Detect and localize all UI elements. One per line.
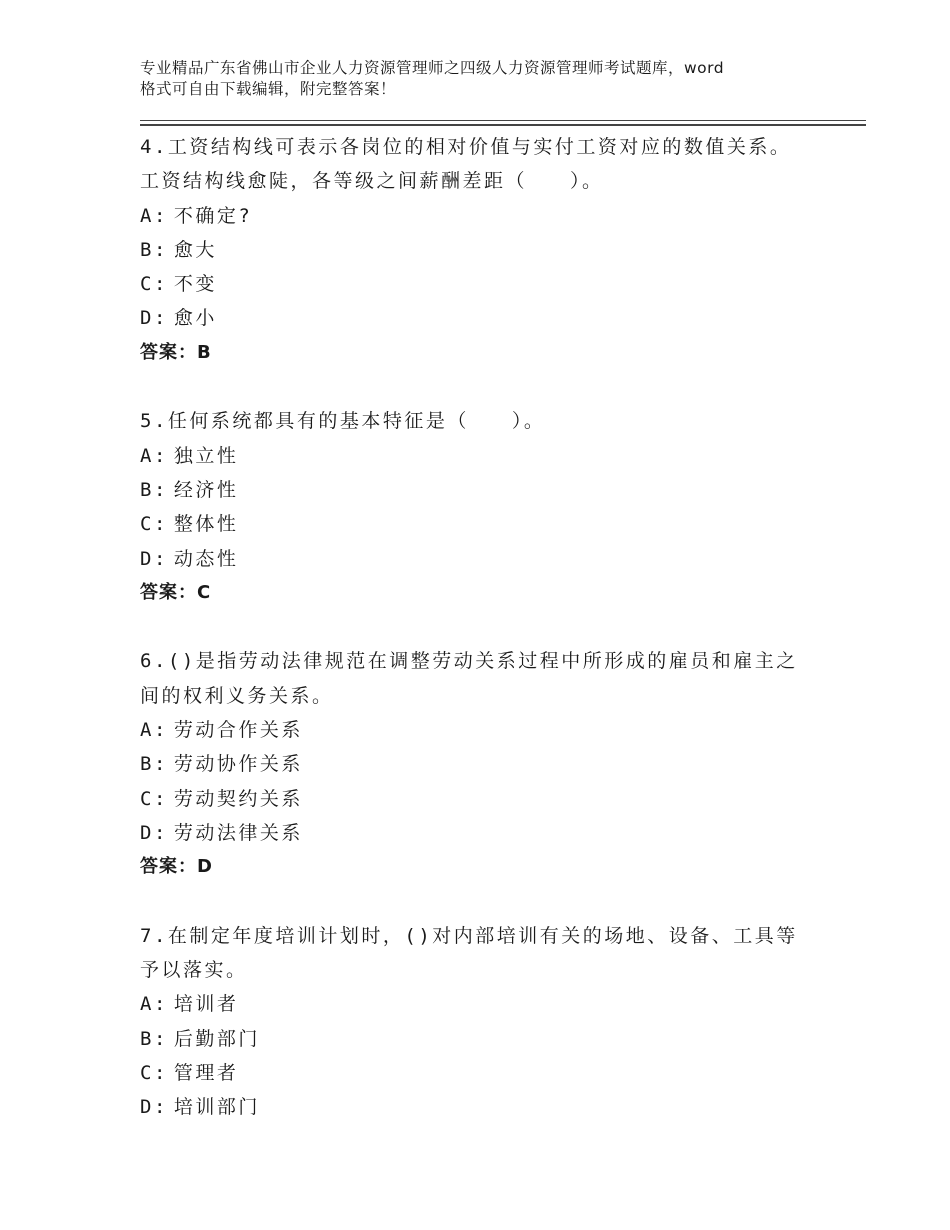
option-c <box>140 507 840 541</box>
document-header <box>140 58 840 100</box>
option-text: 劳动合作关系 <box>173 719 303 742</box>
option-b <box>140 747 840 781</box>
answer-label: 答案：D <box>140 856 213 878</box>
answer-label: 答案：C <box>140 581 212 603</box>
header-line-2: 格式可自由下载编辑，附完整答案！ <box>140 80 397 98</box>
option-d <box>140 816 840 850</box>
spacer <box>140 610 840 644</box>
option-b <box>140 233 840 267</box>
option-text: 愈小 <box>173 307 217 330</box>
spacer <box>140 885 840 919</box>
option-text: 劳动协作关系 <box>173 753 303 776</box>
option-letter: D: <box>140 307 168 330</box>
question-5 <box>140 404 840 610</box>
header-line-1: 专业精品广东省佛山市企业人力资源管理师之四级人力资源管理师考试题库，word <box>140 59 725 77</box>
answer-label: 答案：B <box>140 341 212 363</box>
option-letter: D: <box>140 547 168 570</box>
option-text: 后勤部门 <box>173 1027 260 1050</box>
option-letter: B: <box>140 1027 168 1050</box>
option-text: 愈大 <box>173 238 217 261</box>
option-b <box>140 473 840 507</box>
option-letter: C: <box>140 787 168 810</box>
option-text: 不变 <box>173 273 217 296</box>
option-a <box>140 713 840 747</box>
option-letter: A: <box>140 444 168 467</box>
option-letter: B: <box>140 753 168 776</box>
question-text: 5.任何系统都具有的基本特征是（ ）。 <box>140 410 546 433</box>
option-letter: B: <box>140 478 168 501</box>
option-letter: C: <box>140 1062 168 1085</box>
option-letter: C: <box>140 273 168 296</box>
option-letter: D: <box>140 1096 168 1119</box>
option-text: 经济性 <box>173 478 239 501</box>
option-a <box>140 987 840 1021</box>
question-text: 4.工资结构线可表示各岗位的相对价值与实付工资对应的数值关系。 <box>140 136 792 158</box>
option-text: 管理者 <box>173 1062 239 1085</box>
option-letter: A: <box>140 993 168 1016</box>
option-text: 不确定? <box>173 204 253 227</box>
option-c <box>140 1056 840 1090</box>
question-list <box>140 130 840 1125</box>
header-divider-thin <box>140 120 866 121</box>
question-text: 予以落实。 <box>140 959 248 982</box>
option-c <box>140 267 840 301</box>
question-6 <box>140 644 840 884</box>
option-text: 劳动契约关系 <box>173 787 303 810</box>
option-letter: C: <box>140 513 168 536</box>
option-d <box>140 542 840 576</box>
option-d <box>140 1090 840 1124</box>
option-letter: A: <box>140 719 168 742</box>
option-text: 独立性 <box>173 444 239 467</box>
question-4 <box>140 130 840 370</box>
option-b <box>140 1022 840 1056</box>
question-text: 间的权利义务关系。 <box>140 684 334 707</box>
option-c <box>140 782 840 816</box>
option-text: 劳动法律关系 <box>173 821 303 844</box>
option-text: 培训部门 <box>173 1096 260 1119</box>
option-a <box>140 439 840 473</box>
spacer <box>140 370 840 404</box>
question-text: 6.()是指劳动法律规范在调整劳动关系过程中所形成的雇员和雇主之 <box>140 650 798 673</box>
option-letter: A: <box>140 204 168 227</box>
option-a <box>140 199 840 233</box>
question-text: 工资结构线愈陡，各等级之间薪酬差距（ ）。 <box>140 170 604 193</box>
option-text: 动态性 <box>173 547 239 570</box>
option-text: 整体性 <box>173 513 239 536</box>
question-7 <box>140 919 840 1125</box>
question-text: 7.在制定年度培训计划时，()对内部培训有关的场地、设备、工具等 <box>140 924 798 947</box>
option-text: 培训者 <box>173 993 239 1016</box>
option-d <box>140 301 840 335</box>
header-divider-thick <box>140 124 866 126</box>
option-letter: B: <box>140 238 168 261</box>
option-letter: D: <box>140 821 168 844</box>
